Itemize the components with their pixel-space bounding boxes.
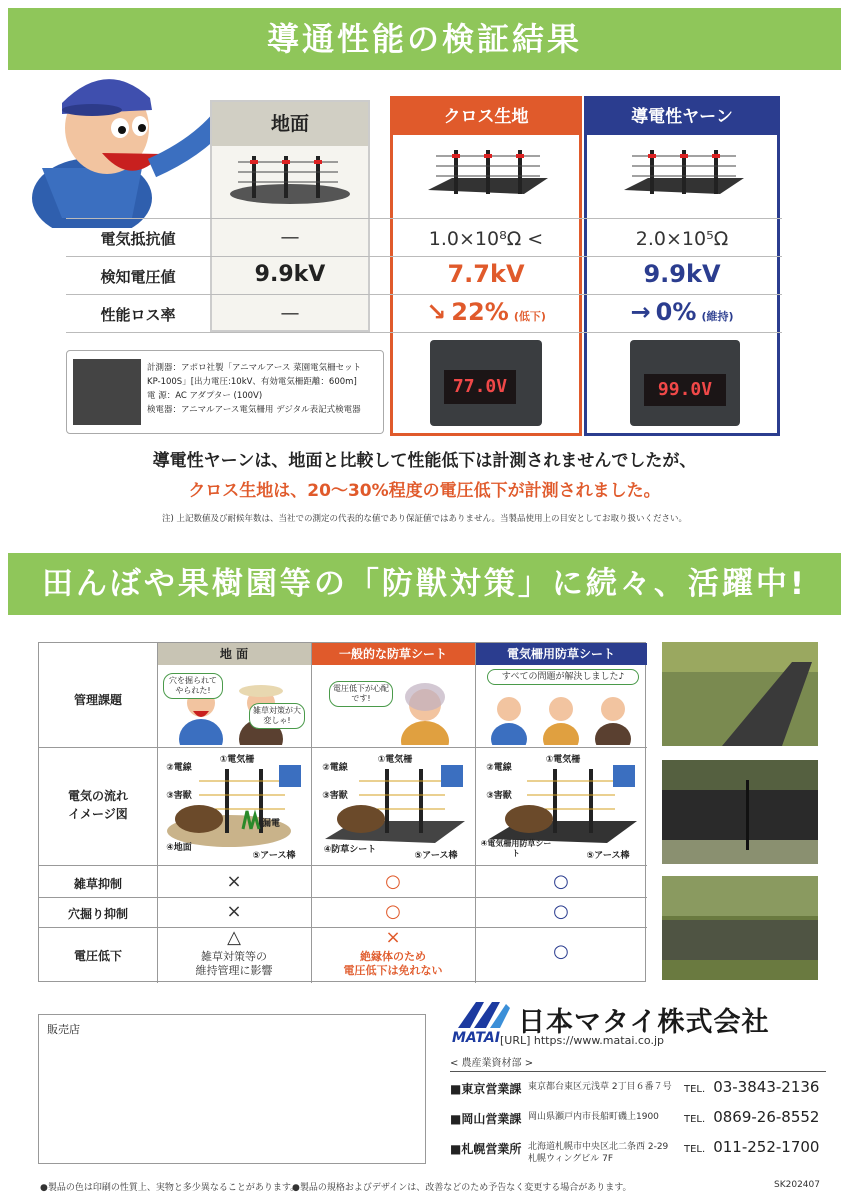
- section-title-top: 導通性能の検証結果: [8, 8, 841, 70]
- office-address: [528, 1141, 668, 1165]
- weed-fence-mark: ○: [553, 871, 569, 892]
- measurement-spec: [66, 350, 384, 434]
- spec-line: 電 源：AC アダプター (100V): [147, 391, 263, 401]
- cloth-meter-display: 77.0V: [444, 370, 516, 404]
- drop-general-mark: ×: [385, 927, 401, 948]
- down-arrow-icon: ↘: [426, 298, 447, 326]
- field-photo-3: [662, 876, 818, 980]
- office-tel: 011-252-1700: [713, 1138, 820, 1156]
- ground-loss: —: [280, 302, 300, 324]
- yarn-voltage: 9.9kV: [643, 260, 721, 288]
- ground-voltage: 9.9kV: [254, 262, 326, 287]
- dig-fence-mark: ○: [553, 901, 569, 922]
- table-row-label-weed: 雑草抑制: [73, 877, 122, 891]
- tel-label: TEL.: [684, 1084, 706, 1095]
- table-row-label-dig: 穴掘り抑制: [67, 907, 128, 921]
- department: < 農産業資材部 >: [450, 1054, 826, 1072]
- table-row-label-drop: 電圧低下: [73, 949, 122, 963]
- matai-logo-icon: [456, 1000, 512, 1030]
- office-address: 岡山県瀬戸内市長船町磯上1900: [528, 1112, 659, 1122]
- sheet-photo: [73, 359, 141, 425]
- result-message-1: 導電性ヤーンは、地面と比較して性能低下は計測されませんでしたが、: [152, 451, 697, 471]
- ground-resistance: —: [280, 226, 300, 248]
- shop-label: 販売店: [47, 1023, 80, 1036]
- footnote: ●製品の色は印刷の性質上、実物と多少異なることがあります。: [40, 1183, 300, 1193]
- yarn-loss-note: (維持): [701, 310, 734, 323]
- shop-box: [38, 1014, 426, 1164]
- drop-fence-mark: ○: [553, 941, 569, 962]
- label-wire: ②電線: [322, 763, 348, 773]
- office-okayama: [450, 1106, 826, 1132]
- label-ground: ④地面: [166, 843, 192, 853]
- speech-bubble: 雑草対策が大変しゃ!: [249, 703, 305, 729]
- office-tel: 0869-26-8552: [713, 1108, 820, 1126]
- office-name: ■東京営業課: [450, 1082, 522, 1096]
- cloth-loss-note: (低下): [513, 310, 546, 323]
- label-animal: ③害獣: [166, 791, 192, 801]
- matai-wordmark: MATAI: [452, 1030, 500, 1046]
- yarn-meter-photo: [630, 340, 740, 426]
- drop-ground-text: 雑草対策等の: [201, 950, 267, 963]
- yarn-loss: [587, 298, 777, 326]
- cloth-meter-photo: [430, 340, 542, 426]
- table-header-ground: 地 面: [157, 643, 311, 665]
- company-name: 日本マタイ株式会社: [518, 1007, 770, 1038]
- spec-line: 検電器：アニマルアース電気柵用 デジタル表記式検電器: [147, 405, 361, 415]
- row-label-voltage: 検知電圧値: [100, 268, 176, 286]
- tel-label: TEL.: [684, 1114, 706, 1125]
- label-fence: ①電気柵: [377, 755, 413, 765]
- speech-bubble: すべての問題が解決しました♪: [487, 669, 639, 685]
- column-yarn-header: 導電性ヤーン: [587, 99, 777, 135]
- column-ground: [210, 100, 370, 332]
- disclaimer-note: 注) 上記数値及び耐候年数は、当社での測定の代表的な値であり保証値ではありません。当製品使用上の目安としてお取り扱いください。: [161, 514, 688, 524]
- office-address: 東京都台東区元浅草 2丁目６番７号: [528, 1082, 672, 1092]
- spec-line: KP-100S」[出力電圧:10kV、有効電気柵距離：600m]: [147, 377, 357, 387]
- row-divider: [66, 294, 782, 295]
- label-leak: 漏電: [261, 819, 280, 829]
- cloth-loss: [393, 298, 579, 326]
- office-address-line: 北海道札幌市中央区北二条西 2-29: [528, 1142, 669, 1152]
- office-name: ■札幌営業所: [450, 1142, 522, 1156]
- fence-cloth-illustration: [424, 144, 552, 206]
- cloth-loss-value: 22%: [451, 298, 509, 326]
- yarn-resistance: 2.0×10⁵Ω: [635, 228, 729, 250]
- dig-ground-mark: ×: [226, 901, 242, 922]
- table-row-label-flow: 電気の流れ: [67, 789, 128, 803]
- row-label-loss: 性能ロス率: [100, 306, 176, 324]
- label-wire: ②電線: [166, 763, 192, 773]
- column-cloth-header: クロス生地: [393, 99, 579, 135]
- fence-ground-illustration: [228, 150, 352, 206]
- office-address-line: 札幌ウィングビル 7F: [528, 1154, 614, 1164]
- row-label-resistance: 電気抵抗値: [100, 230, 176, 248]
- dig-general-mark: ○: [385, 901, 401, 922]
- weed-general-mark: ○: [385, 871, 401, 892]
- speech-bubble: 穴を掘られてやられた!: [163, 673, 223, 699]
- field-photo-2: [662, 760, 818, 864]
- yarn-loss-value: 0%: [655, 298, 697, 326]
- table-divider: [39, 865, 647, 866]
- mascot-illustration: [22, 48, 242, 228]
- yarn-meter-display: 99.0V: [644, 374, 726, 406]
- office-sapporo: [450, 1136, 826, 1162]
- happy-farmers-illustration: [479, 683, 643, 745]
- label-earth: ⑤アース棒: [586, 851, 630, 861]
- label-animal: ③害獣: [486, 791, 512, 801]
- table-divider: [475, 643, 476, 983]
- drop-general-text: 絶縁体のため: [360, 950, 426, 963]
- result-message-2: クロス生地は、20～30%程度の電圧低下が計測されました。: [188, 481, 661, 501]
- label-fence-sheet: ④電気柵用防草シート: [480, 839, 552, 858]
- spec-line: 計測器：アポロ社製「アニマルアース 菜園電気柵セット: [147, 363, 362, 373]
- table-divider: [39, 897, 647, 898]
- row-divider: [66, 332, 782, 333]
- table-divider: [39, 747, 647, 748]
- speech-bubble: 電圧低下が心配です!: [329, 681, 393, 707]
- drop-ground-text: 維持管理に影響: [195, 964, 273, 977]
- drop-ground-mark: △: [227, 927, 241, 948]
- label-sheet: ④防草シート: [323, 845, 377, 855]
- table-header-fence: 電気柵用防草シート: [475, 643, 647, 665]
- drop-general-text: 電圧低下は免れない: [343, 964, 443, 977]
- section-title-middle: 田んぼや果樹園等の「防獣対策」に続々、活躍中!: [8, 553, 841, 615]
- row-divider: [66, 256, 782, 257]
- office-tokyo: [450, 1076, 826, 1102]
- label-earth: ⑤アース棒: [414, 851, 458, 861]
- office-tel: 03-3843-2136: [713, 1078, 820, 1096]
- tel-label: TEL.: [684, 1144, 706, 1155]
- document-code: SK202407: [774, 1180, 820, 1190]
- cloth-voltage: 7.7kV: [447, 260, 525, 288]
- company-url[interactable]: [URL] https://www.matai.co.jp: [500, 1034, 664, 1047]
- label-fence: ①電気柵: [545, 755, 581, 765]
- footnote: ●製品の規格およびデザインは、改善などのため予告なく変更する場合があります。: [292, 1183, 632, 1193]
- label-earth: ⑤アース棒: [252, 851, 296, 861]
- comparison-table: [38, 642, 646, 982]
- table-row-label-flow: イメージ図: [68, 807, 128, 821]
- table-header-general: 一般的な防草シート: [311, 643, 475, 665]
- table-row-label-issue: 管理課題: [73, 693, 122, 707]
- office-name: ■岡山営業課: [450, 1112, 522, 1126]
- cloth-resistance: 1.0×10⁸Ω <: [428, 228, 544, 250]
- spec-text: [147, 361, 361, 417]
- column-ground-header: 地面: [212, 102, 368, 146]
- row-divider: [66, 218, 782, 219]
- label-animal: ③害獣: [322, 791, 348, 801]
- weed-ground-mark: ×: [226, 871, 242, 892]
- label-fence: ①電気柵: [219, 755, 255, 765]
- field-photo-1: [662, 642, 818, 746]
- label-wire: ②電線: [486, 763, 512, 773]
- fence-yarn-illustration: [620, 144, 748, 206]
- right-arrow-icon: →: [630, 298, 651, 326]
